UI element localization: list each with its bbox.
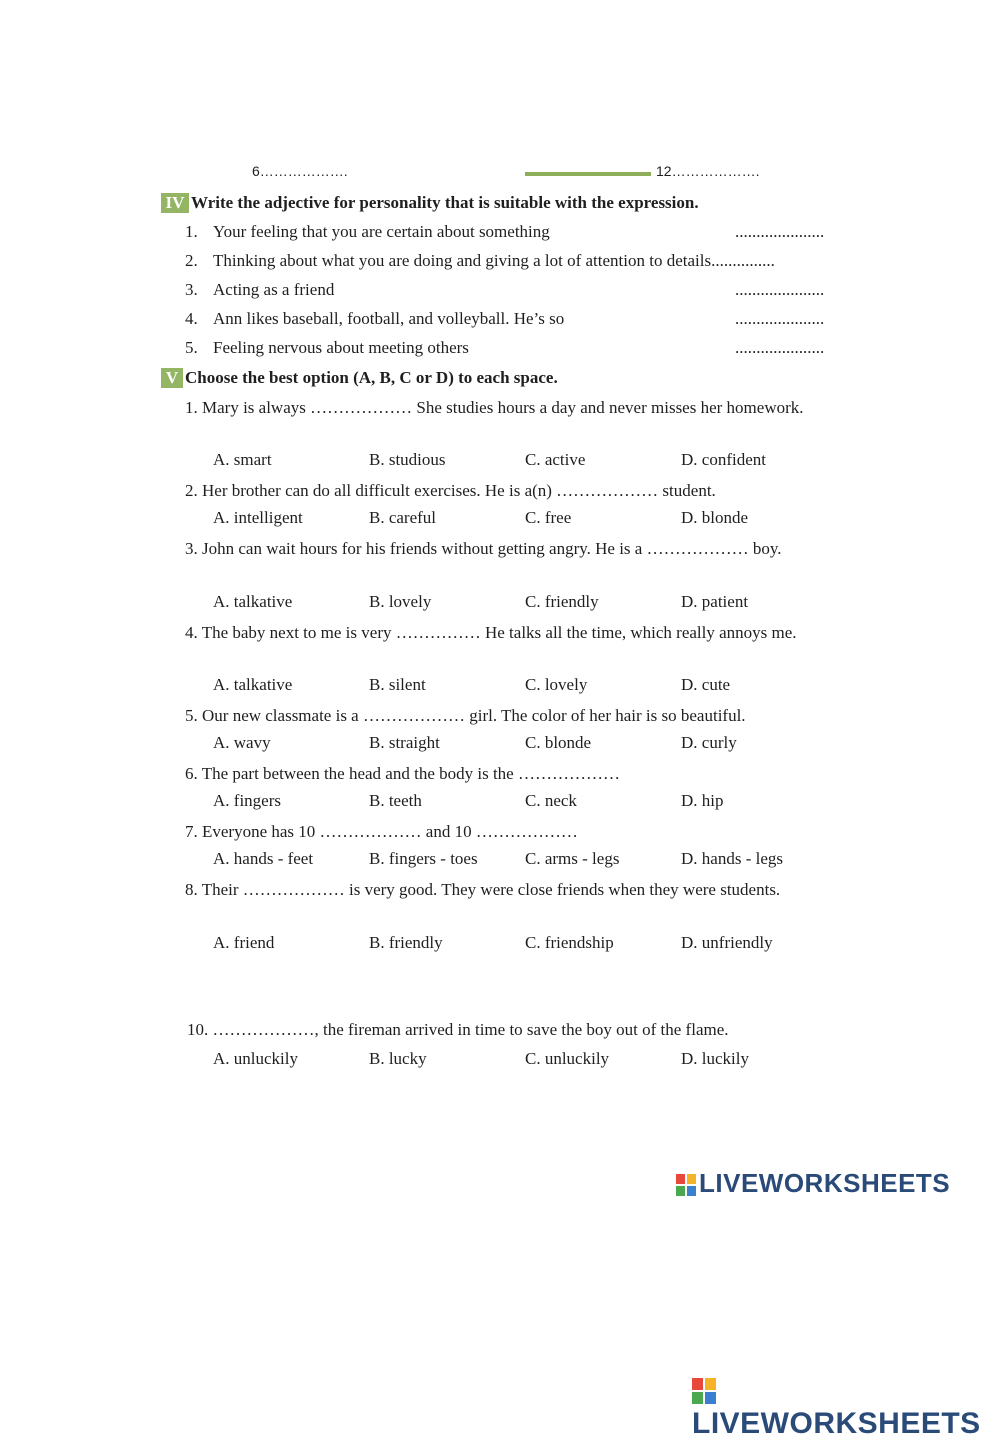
question-4: 4. The baby next to me is very …………… He talks all the time, which really annoys me. <box>185 623 797 642</box>
q7-option-b[interactable]: B. fingers - toes <box>369 849 478 868</box>
q3-option-c[interactable]: C. friendly <box>525 592 599 611</box>
logo-squares-icon <box>676 1174 696 1196</box>
answer-blank-iv-1[interactable]: ..................... <box>735 222 825 241</box>
q8-option-b[interactable]: B. friendly <box>369 933 443 952</box>
q10-option-b[interactable]: B. lucky <box>369 1049 427 1068</box>
answer-blank-iv-3[interactable]: ..................... <box>735 280 825 299</box>
question-1: 1. Mary is always ……………… She studies hours a day and never misses her homework. <box>185 398 804 417</box>
section-iv-item-2: 2. Thinking about what you are doing and giving a lot of attention to details............... <box>185 251 775 270</box>
question-10: 10. ………………, the fireman arrived in time to save the boy out of the flame. <box>187 1020 729 1039</box>
section-iv-title: Write the adjective for personality that is suitable with the expression. <box>191 193 699 212</box>
question-6: 6. The part between the head and the body is the ……………… <box>185 764 620 783</box>
q5-option-b[interactable]: B. straight <box>369 733 440 752</box>
q2-option-a[interactable]: A. intelligent <box>213 508 303 527</box>
section-v-title: Choose the best option (A, B, C or D) to each space. <box>185 368 558 387</box>
q3-option-d[interactable]: D. patient <box>681 592 749 611</box>
q6-option-c[interactable]: C. neck <box>525 791 577 810</box>
q4-option-a[interactable]: A. talkative <box>213 675 293 694</box>
question-7: 7. Everyone has 10 ……………… and 10 ……………… <box>185 822 578 841</box>
q1-option-a[interactable]: A. smart <box>213 450 272 469</box>
q2-option-c[interactable]: C. free <box>525 508 572 527</box>
liveworksheets-logo-bottom: LIVEWORKSHEETS <box>692 1373 1000 1441</box>
section-iv-item-4: 4. Ann likes baseball, football, and volleyball. He’s so <box>185 309 565 328</box>
q5-option-c[interactable]: C. blonde <box>525 733 592 752</box>
q6-option-d[interactable]: D. hip <box>681 791 724 810</box>
answer-blank-iv-5[interactable]: ..................... <box>735 338 825 357</box>
blank-6[interactable]: 6………………. <box>252 163 348 179</box>
q3-option-a[interactable]: A. talkative <box>213 592 293 611</box>
liveworksheets-logo-mid: LIVEWORKSHEETS <box>676 1168 950 1199</box>
section-iv-badge: IV <box>161 193 189 213</box>
section-iv-item-5: 5. Feeling nervous about meeting others <box>185 338 469 357</box>
q4-option-b[interactable]: B. silent <box>369 675 426 694</box>
q2-option-d[interactable]: D. blonde <box>681 508 749 527</box>
section-iv-item-3: 3. Acting as a friend <box>185 280 335 299</box>
q8-option-a[interactable]: A. friend <box>213 933 275 952</box>
q10-option-a[interactable]: A. unluckily <box>213 1049 298 1068</box>
question-8: 8. Their ……………… is very good. They were close friends when they were students. <box>185 880 781 899</box>
question-5: 5. Our new classmate is a ……………… girl. The color of her hair is so beautiful. <box>185 706 746 725</box>
q8-option-d[interactable]: D. unfriendly <box>681 933 773 952</box>
section-iv-item-1: 1. Your feeling that you are certain about something <box>185 222 550 241</box>
q2-option-b[interactable]: B. careful <box>369 508 437 527</box>
q7-option-a[interactable]: A. hands - feet <box>213 849 314 868</box>
q4-option-d[interactable]: D. cute <box>681 675 731 694</box>
q6-option-a[interactable]: A. fingers <box>213 791 281 810</box>
q8-option-c[interactable]: C. friendship <box>525 933 614 952</box>
q10-option-c[interactable]: C. unluckily <box>525 1049 610 1068</box>
answer-blank-iv-4[interactable]: ..................... <box>735 309 825 328</box>
q3-option-b[interactable]: B. lovely <box>369 592 432 611</box>
question-2: 2. Her brother can do all difficult exercises. He is a(n) ……………… student. <box>185 481 716 500</box>
q1-option-c[interactable]: C. active <box>525 450 586 469</box>
logo-squares-icon <box>692 1378 716 1404</box>
q7-option-d[interactable]: D. hands - legs <box>681 849 783 868</box>
q5-option-d[interactable]: D. curly <box>681 733 737 752</box>
q6-option-b[interactable]: B. teeth <box>369 791 422 810</box>
section-v-badge: V <box>161 368 183 388</box>
q10-option-d[interactable]: D. luckily <box>681 1049 749 1068</box>
q1-option-b[interactable]: B. studious <box>369 450 446 469</box>
q1-option-d[interactable]: D. confident <box>681 450 766 469</box>
blank-12[interactable]: 12………………. <box>656 163 760 179</box>
question-3: 3. John can wait hours for his friends without getting angry. He is a ……………… boy. <box>185 539 782 558</box>
q5-option-a[interactable]: A. wavy <box>213 733 271 752</box>
divider-bar <box>525 172 651 176</box>
q7-option-c[interactable]: C. arms - legs <box>525 849 620 868</box>
q4-option-c[interactable]: C. lovely <box>525 675 588 694</box>
